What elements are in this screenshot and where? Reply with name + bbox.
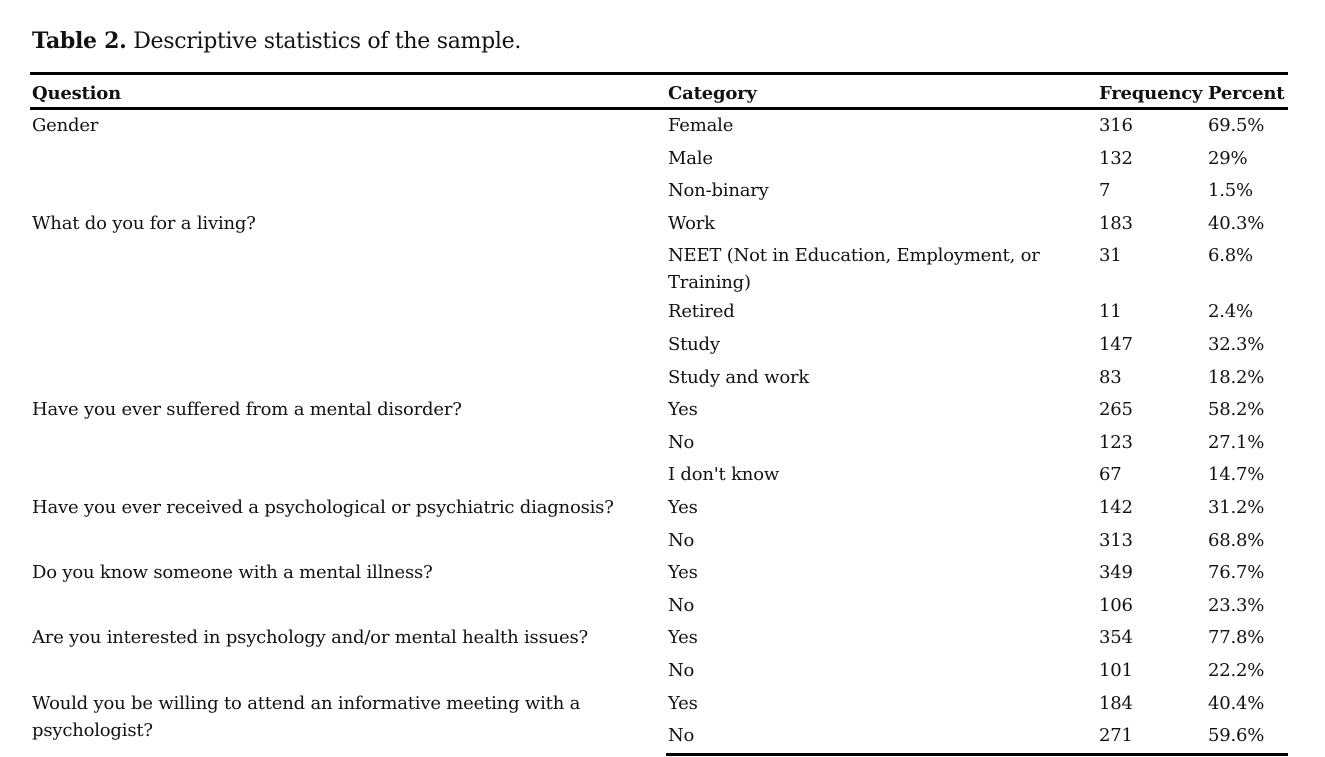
header-category: Category	[666, 74, 1097, 109]
category-cell: Yes	[668, 496, 698, 518]
table-row	[30, 492, 1288, 525]
category-cell: No	[668, 594, 695, 616]
table-row	[30, 109, 1288, 143]
header-frequency: Frequency	[1097, 74, 1206, 109]
question-cell: Are you interested in psychology and/or mental health issues?	[32, 627, 588, 649]
frequency-cell: 83	[1099, 366, 1122, 388]
percent-cell: 31.2%	[1208, 496, 1265, 518]
percent-cell: 6.8%	[1208, 245, 1253, 267]
table-row	[30, 557, 1288, 590]
question-cell: Do you know someone with a mental illness?	[32, 562, 433, 584]
frequency-cell: 142	[1099, 496, 1133, 518]
caption-label: Table 2.	[32, 28, 127, 54]
percent-cell: 40.3%	[1208, 212, 1265, 234]
category-cell: No	[668, 529, 695, 551]
percent-cell: 77.8%	[1208, 627, 1265, 649]
frequency-cell: 147	[1099, 333, 1133, 355]
category-cell: Retired	[668, 301, 735, 323]
header-question: Question	[30, 74, 666, 109]
frequency-cell: 123	[1099, 431, 1133, 453]
category-cell: Female	[668, 115, 734, 136]
category-cell: No	[668, 431, 695, 453]
category-cell: Male	[668, 147, 713, 169]
category-cell: NEET (Not in Education, Employment, or Training)	[668, 245, 1040, 294]
header-row	[30, 74, 1288, 109]
table-caption	[32, 28, 521, 54]
frequency-cell: 265	[1099, 399, 1133, 421]
category-cell: No	[668, 659, 695, 681]
percent-cell: 40.4%	[1208, 692, 1265, 714]
category-cell: Yes	[668, 562, 698, 584]
category-cell: Study and work	[668, 366, 810, 388]
caption-text: Descriptive statistics of the sample.	[133, 29, 522, 54]
percent-cell: 68.8%	[1208, 529, 1265, 551]
percent-cell: 29%	[1208, 147, 1248, 169]
table-body	[30, 109, 1288, 755]
table-row	[30, 208, 1288, 241]
question-cell: Gender	[32, 115, 99, 136]
percent-cell: 2.4%	[1208, 301, 1253, 323]
table-row	[30, 688, 1288, 721]
frequency-cell: 132	[1099, 147, 1133, 169]
frequency-cell: 316	[1099, 115, 1133, 136]
percent-cell: 76.7%	[1208, 562, 1265, 584]
question-cell: Have you ever received a psychological or psychiatric diagnosis?	[32, 496, 614, 518]
frequency-cell: 271	[1097, 720, 1206, 754]
category-cell: Yes	[668, 627, 698, 649]
frequency-cell: 106	[1099, 594, 1133, 616]
frequency-cell: 183	[1099, 212, 1133, 234]
header-percent: Percent	[1206, 74, 1288, 109]
frequency-cell: 184	[1099, 692, 1133, 714]
category-cell: I don't know	[668, 464, 780, 486]
frequency-cell: 101	[1099, 659, 1133, 681]
frequency-cell: 7	[1099, 180, 1111, 202]
percent-cell: 27.1%	[1208, 431, 1265, 453]
percent-cell: 59.6%	[1206, 720, 1288, 754]
category-cell: Yes	[668, 399, 698, 421]
percent-cell: 18.2%	[1208, 366, 1265, 388]
category-cell: Yes	[668, 692, 698, 714]
question-cell: Would you be willing to attend an informative meeting with a psychologist?	[32, 692, 581, 741]
category-cell: Work	[668, 212, 715, 234]
table-row	[30, 622, 1288, 655]
category-cell: Study	[668, 333, 720, 355]
category-cell: Non-binary	[668, 180, 769, 202]
frequency-cell: 349	[1099, 562, 1133, 584]
question-cell: What do you for a living?	[32, 212, 256, 234]
frequency-cell: 31	[1099, 245, 1122, 267]
percent-cell: 22.2%	[1208, 659, 1265, 681]
percent-cell: 58.2%	[1208, 399, 1265, 421]
frequency-cell: 354	[1099, 627, 1133, 649]
descriptive-statistics-table	[30, 72, 1288, 756]
frequency-cell: 67	[1099, 464, 1122, 486]
percent-cell: 69.5%	[1208, 115, 1265, 136]
question-cell: Have you ever suffered from a mental disorder?	[32, 399, 462, 421]
percent-cell: 14.7%	[1208, 464, 1265, 486]
percent-cell: 1.5%	[1208, 180, 1253, 202]
frequency-cell: 313	[1099, 529, 1133, 551]
category-cell: No	[666, 720, 1097, 754]
percent-cell: 32.3%	[1208, 333, 1265, 355]
frequency-cell: 11	[1099, 301, 1122, 323]
percent-cell: 23.3%	[1208, 594, 1265, 616]
table-row	[30, 394, 1288, 427]
